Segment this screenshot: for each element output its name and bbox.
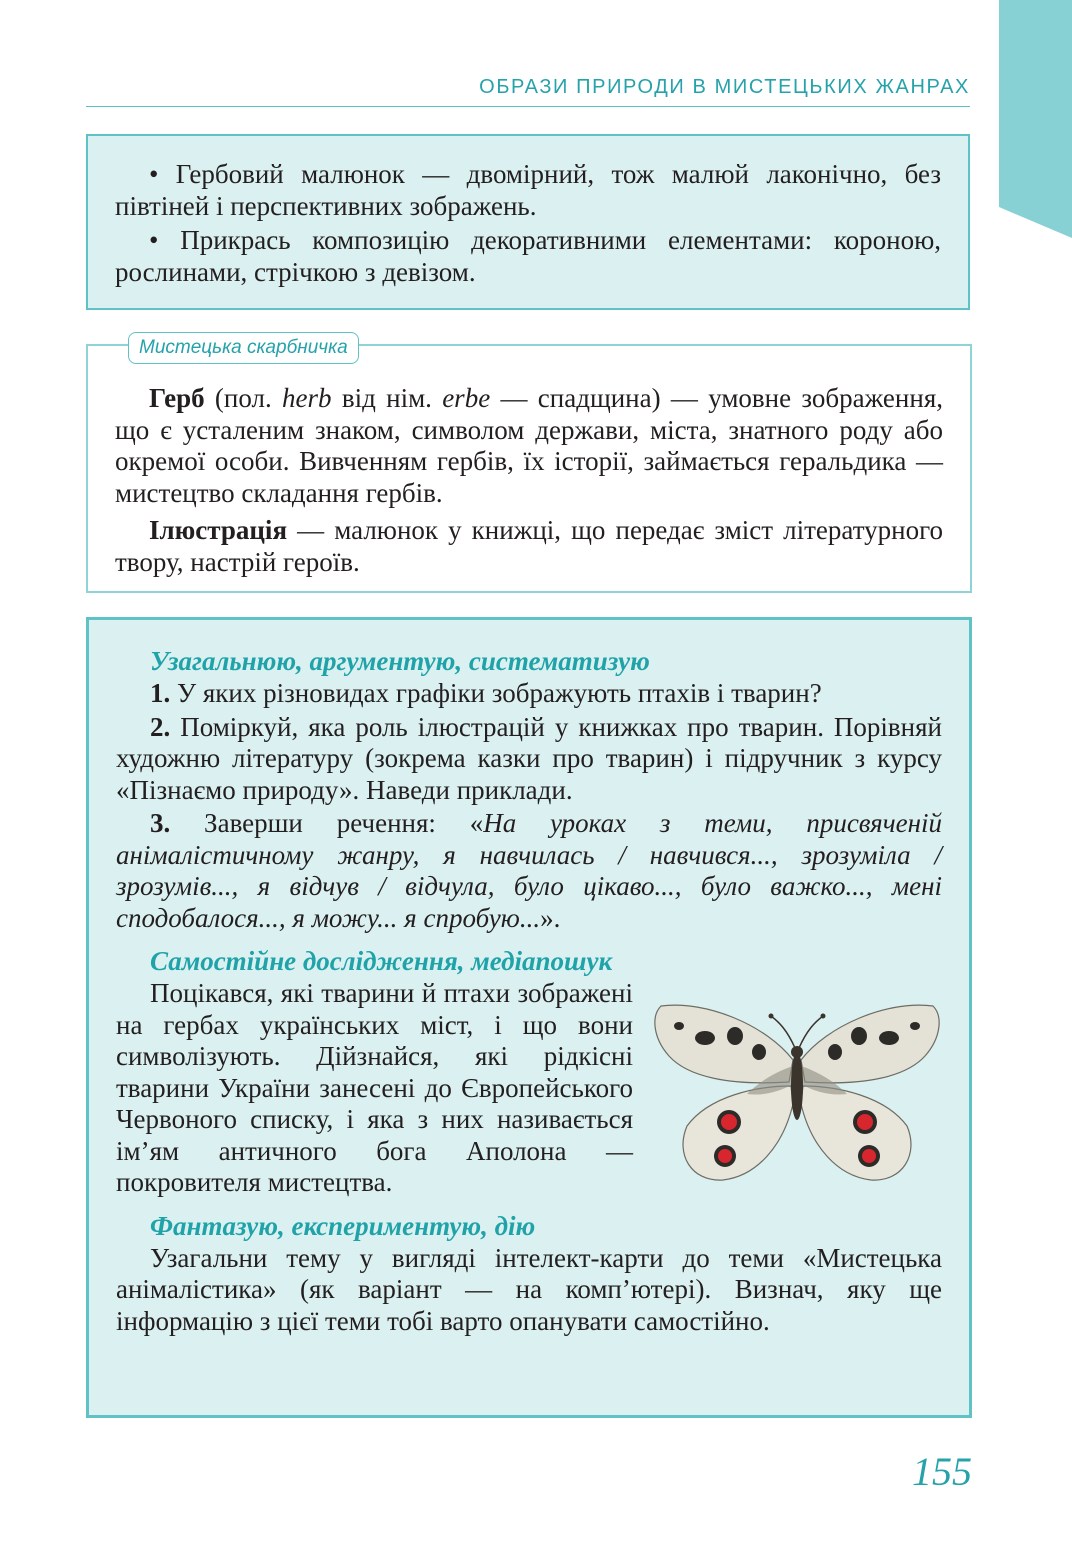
tips-box [86, 134, 970, 310]
running-head [86, 74, 970, 107]
question-italic-text: На уроках з теми, присвяченій анімалістичному жанру, я навчилась / навчився..., зрозуміла / зрозумів..., я відчув / відчула, було цікаво..., було важко..., мені сподобалося..., я можу... я спробую... [116, 808, 942, 933]
definition-text: — малюнок у книжці, що передає зміст літературного твору, настрій героїв. [115, 515, 943, 577]
question-text: У яких різновидах графіки зображують птахів і тварин? [170, 678, 822, 708]
apollo-butterfly-illustration [647, 986, 947, 1191]
question-1 [116, 678, 942, 710]
question-text: ». [540, 902, 561, 933]
question-text: Поміркуй, яка роль ілюстрацій у книжках про тварин. Порівняй художню літературу (зокрема казки про тварин) і підручник з курсу «Пізнаємо природу». Наведи приклади. [116, 711, 942, 805]
butterfly-icon [647, 986, 947, 1191]
term-gerb: Герб [149, 383, 205, 413]
definition-text: від нім. [331, 383, 443, 413]
definition-gerb [115, 383, 943, 509]
section-heading-generalize: Узагальнюю, аргументую, систематизую [150, 646, 650, 676]
section-heading-fantasize: Фантазую, експериментую, дію [150, 1210, 536, 1241]
tip-bullet: • Прикрась композицію декоративними елементами: короною, рослинами, стрічкою з девізом. [115, 225, 941, 287]
tip-bullet: • Гербовий малюнок — двомірний, тож малюй лаконічно, без півтіней і перспективних зображень. [115, 159, 941, 221]
research-text: Поцікався, які тварини й птахи зображені на гербах українських міст, і що вони символізують. Дійзнайся, які рідкісні тварини України занесені до Європейського Червоного списку, і яка з них називається ім’ям античного бога Аполона — покровителя мистецтва. [116, 978, 633, 1197]
definition-text: — спадщина) — умовне зображення, що є усталеним знаком, символом держави, міста, знатного роду або окремої особи. Вивченням гербів, їх історії, займається геральдика — мистецтво складання гербів. [115, 383, 943, 508]
definition-text: (пол. [204, 383, 283, 413]
corner-tab [999, 0, 1072, 238]
treasury-label: Мистецька скарбничка [128, 332, 359, 364]
tasks-box [86, 617, 972, 1418]
section-heading-research: Самостійне дослідження, медіапошук [150, 946, 613, 976]
foreign-word: herb [282, 383, 332, 413]
page-number: 155 [912, 1449, 972, 1494]
question-number: 3. [150, 808, 171, 838]
question-3 [116, 808, 942, 934]
question-number: 2. [150, 711, 171, 742]
definition-illustration [115, 515, 943, 578]
treasury-box [86, 344, 972, 593]
question-number: 1. [150, 678, 171, 708]
running-title: ОБРАЗИ ПРИРОДИ В МИСТЕЦЬКИХ ЖАНРАХ [479, 76, 970, 98]
question-text: Заверши речення: « [170, 808, 484, 838]
question-2 [116, 712, 942, 807]
term-illustration: Ілюстрація [149, 515, 288, 545]
foreign-word: erbe [442, 383, 491, 413]
fantasize-text: Узагальни тему у вигляді інтелект-карти до теми «Мистецька анімалістика» (як варіант — на комп’ютері). Визнач, яку ще інформацію з цієї теми тобі варто опанувати самостійно. [116, 1242, 942, 1336]
